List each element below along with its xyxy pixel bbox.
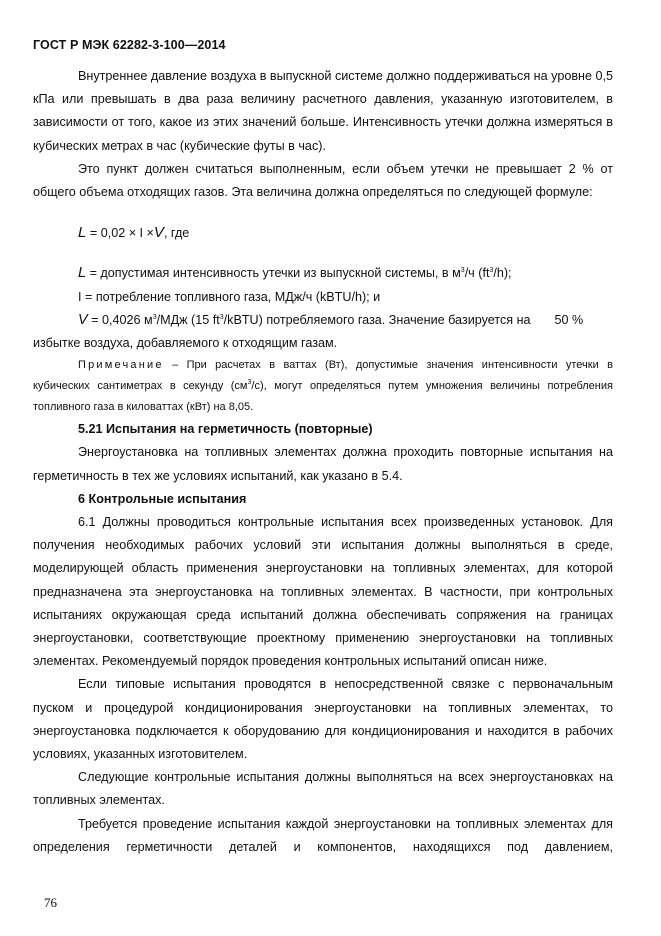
definition-v-var: V <box>78 311 88 328</box>
formula-var-v: V <box>153 224 164 242</box>
definition-l-text: = допустимая интенсивность утечки из выпускной системы, в м <box>86 266 461 281</box>
paragraph-6-1: 6.1 Должны проводиться контрольные испытания всех произведенных установок. Для получения необходимых рабочих условий эти испытания должны выполняться в среде, моделирующей область применения энергоустановки на топливных элементах, для которой предназначена эта энергоустановка на топливных элементах. В частности, при контрольных испытаниях окружающая среда испытаний должна обеспечивать сопряжения на границах энергоустановки, соответствующие проектному применению энергоустановки на топливных элементах. Рекомендуемый порядок проведения контрольных испытаний описан ниже. <box>33 515 613 669</box>
definition-l-sup1: 3 <box>460 267 465 275</box>
definition-v-mid: /МДж (15 ft <box>156 312 220 327</box>
definition-v-rest: /kBTU) потребляемого газа. Значение базируется на <box>223 312 531 327</box>
formula-tail: , где <box>163 226 190 241</box>
formula-mid: = 0,02 × I × <box>86 226 154 241</box>
note-text-2: /с), могут определяться путем умножения величины потребления топливного газа в киловаттах (кВт) на 8,05. <box>33 380 613 414</box>
paragraph-leak-criteria: Это пункт должен считаться выполненным, если объем утечки не превышает 2 % от общего объема отходящих газов. Эта величина должна определяться по следующей формуле: <box>33 161 613 200</box>
definition-v-sup2: 3 <box>219 313 224 321</box>
definition-v-percent: 50 % <box>554 312 584 327</box>
document-header: ГОСТ Р МЭК 62282-3-100—2014 <box>33 38 226 52</box>
definition-v-last: избытке воздуха, добавляемого к отходящим газам. <box>33 336 338 351</box>
document-body <box>33 65 613 859</box>
definition-l-mid: /ч (ft <box>464 266 490 281</box>
definition-l-sup2: 3 <box>489 267 494 275</box>
paragraph-tightness-required: Требуется проведение испытания каждой энергоустановки на топливных элементах для определения герметичности деталей и компонентов, находящихся под давлением, <box>33 816 613 854</box>
definition-l-var: L <box>78 265 87 282</box>
paragraph-type-tests: Если типовые испытания проводятся в непосредственной связке с первоначальным пуском и процедурой кондиционирования энергоустановки на топливных элементах, то энергоустановка подключается к оборудованию для кондиционирования и находится в рабочих условиях, указанных изготовителем. <box>33 677 613 762</box>
page-number: 76 <box>44 895 57 910</box>
definition-v-sup1: 3 <box>152 313 157 321</box>
section-heading-5-21: 5.21 Испытания на герметичность (повторные) <box>78 422 373 437</box>
definition-l-end: /h); <box>493 266 512 281</box>
paragraph-following-tests: Следующие контрольные испытания должны выполняться на всех энергоустановках на топливных элементах. <box>33 770 613 808</box>
paragraph-repeat-test: Энергоустановка на топливных элементах должна проходить повторные испытания на герметичность в тех же условиях испытаний, как указано в 5.4. <box>33 445 613 483</box>
definition-v-text: = 0,4026 м <box>87 312 153 327</box>
section-heading-6: 6 Контрольные испытания <box>78 491 247 506</box>
note-text-1: – При расчетах в ваттах (Вт), допустимые значения интенсивности утечки в кубических сантиметрах в секунду (см <box>33 359 613 393</box>
note <box>33 355 613 418</box>
definition-v <box>33 309 613 355</box>
formula-var-l: L <box>78 224 87 242</box>
definition-l <box>33 262 613 285</box>
formula <box>78 221 613 245</box>
definition-i: I = потребление топливного газа, МДж/ч (kBTU/h); и <box>78 289 381 304</box>
paragraph-pressure: Внутреннее давление воздуха в выпускной системе должно поддерживаться на уровне 0,5 кПа или превышать в два раза величину расчетного давления, указанную изготовителем, в зависимости от того, какое из этих значений больше. Интенсивность утечки должна измеряться в кубических метрах в час (кубические футы в час). <box>33 69 613 153</box>
note-sup: 3 <box>247 379 252 387</box>
note-label: Примечание <box>78 359 164 372</box>
